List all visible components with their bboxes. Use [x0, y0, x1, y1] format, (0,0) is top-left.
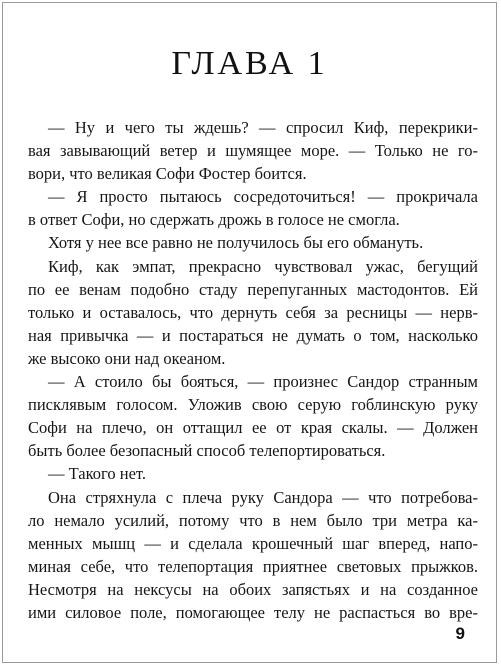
text-line: же высоко они над океаном. [28, 348, 226, 368]
text-line: вори, что великая Софи Фостер боится. [28, 164, 307, 184]
body-text [28, 116, 478, 624]
text-line: — А стоило бы бояться, — произнес Сандор странным [48, 372, 478, 392]
text-line: Софи на плечо, он оттащил ее от края скалы. — Должен [28, 418, 478, 438]
book-page [2, 2, 497, 663]
text-line: — Я просто пытаюсь сосредоточиться! — прокричала [48, 187, 478, 207]
text-line: в ответ Софи, но сдержать дрожь в голосе не смогла. [28, 210, 400, 230]
chapter-title: ГЛАВА 1 [171, 45, 328, 82]
text-line: Киф, как эмпат, прекрасно чувствовал ужас, бегущий [48, 256, 478, 276]
text-line: менных мышц — и сделала крошечный шаг вперед, напо- [28, 533, 478, 553]
text-line: — Ну и чего ты ждешь? — спросил Киф, перекрики- [48, 118, 478, 137]
text-line: — Такого нет. [48, 464, 147, 484]
text-line: только и оставалось, что дернуть себя за ресницы — нерв- [28, 302, 478, 322]
text-line: миная себе, что телепортация приятнее световых прыжков. [28, 556, 478, 576]
text-line: Она стряхнула с плеча руку Сандора — что потребова- [48, 487, 478, 507]
page-number: 9 [455, 624, 465, 643]
text-line: ими силовое поле, помогающее телу не распасться во вре- [28, 602, 478, 622]
text-line: Хотя у нее все равно не получилось бы его обмануть. [48, 233, 424, 253]
text-line: ло немало усилий, потому что в нем было три метра ка- [28, 510, 478, 530]
text-line: писклявым голосом. Уложив свою серую гоблинскую руку [28, 395, 478, 415]
text-line: вая завывающий ветер и шумящее море. — Только не го- [28, 141, 478, 161]
text-line: по ее венам подобно стаду перепуганных мастодонтов. Ей [28, 279, 478, 299]
text-line: Несмотря на нексусы на обоих запястьях и на созданное [28, 579, 478, 599]
text-line: ная привычка — и постараться не думать о том, насколько [28, 325, 478, 345]
text-line: быть более безопасный способ телепортироваться. [28, 441, 386, 461]
